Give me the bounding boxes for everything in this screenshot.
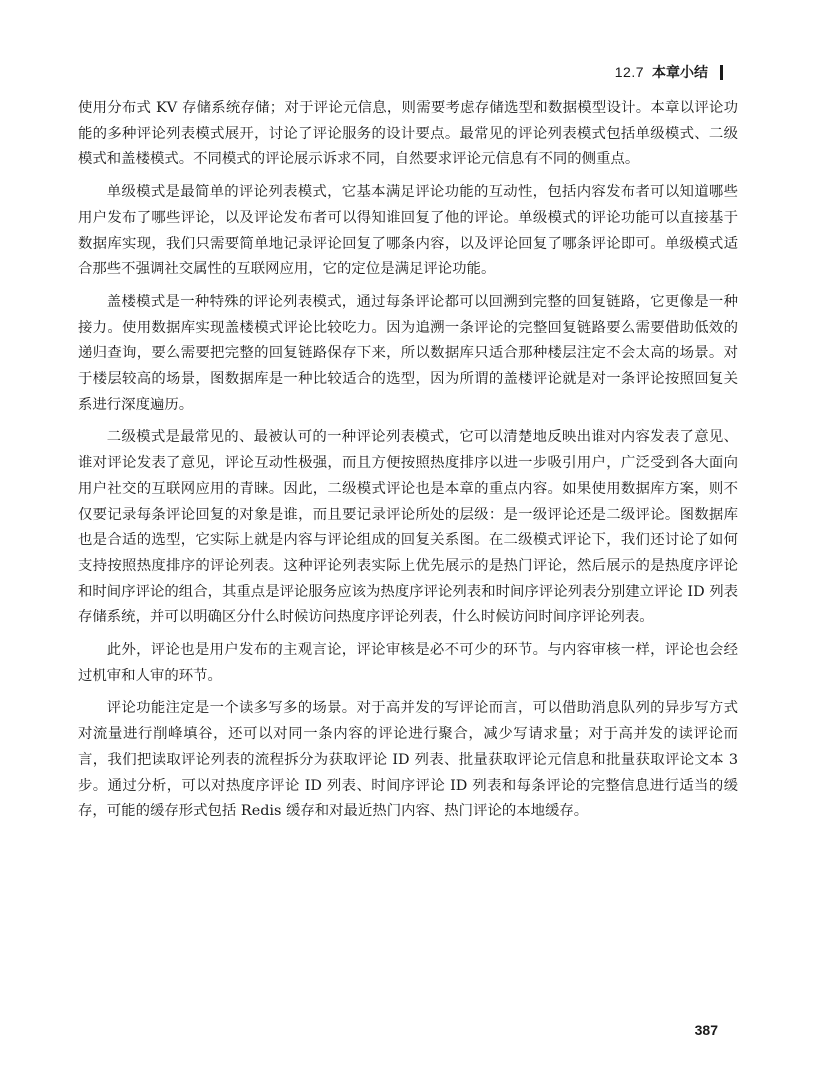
paragraph-5: 此外，评论也是用户发布的主观言论，评论审核是必不可少的环节。与内容审核一样，评论也会经过机审和人审的环节。 [78, 642, 738, 684]
section-title: 本章小结 [652, 64, 708, 80]
section-number: 12.7 [614, 64, 644, 80]
paragraph-1: 使用分布式 KV 存储系统存储；对于评论元信息，则需要考虑存储选型和数据模型设计。本章以评论功能的多种评论列表模式展开，讨论了评论服务的设计要点。最常见的评论列表模式包括单级模式、二级模式和盖楼模式。不同模式的评论展示诉求不同，自然要求评论元信息有不同的侧重点。 [78, 100, 738, 168]
paragraph-6: 评论功能注定是一个读多写多的场景。对于高并发的写评论而言，可以借助消息队列的异步写方式对流量进行削峰填谷，还可以对同一条内容的评论进行聚合，减少写请求量；对于高并发的读评论而言，我们把读取评论列表的流程拆分为获取评论 ID 列表、批量获取评论元信息和批量获取评论文本 3 步。通过分析，可以对热度序评论 ID 列表、时间序评论 ID 列表和每条评论的完整信息进行适当的缓存，可能的缓存形式包括 Redis 缓存和对最近热门内容、热门评论的本地缓存。 [78, 700, 738, 820]
running-header [615, 62, 723, 82]
header-rule [720, 65, 723, 80]
paragraph-2: 单级模式是最简单的评论列表模式，它基本满足评论功能的互动性，包括内容发布者可以知道哪些用户发布了哪些评论，以及评论发布者可以得知谁回复了他的评论。单级模式的评论功能可以直接基于数据库实现，我们只需要简单地记录评论回复了哪条内容，以及评论回复了哪条评论即可。单级模式适合那些不强调社交属性的互联网应用，它的定位是满足评论功能。 [78, 184, 738, 278]
page-number: 387 [694, 1022, 718, 1038]
body-text [78, 96, 738, 832]
paragraph-4: 二级模式是最常见的、最被认可的一种评论列表模式，它可以清楚地反映出谁对内容发表了意见、谁对评论发表了意见，评论互动性极强，而且方便按照热度排序以进一步吸引用户，广泛受到各大面向用户社交的互联网应用的青睐。因此，二级模式评论也是本章的重点内容。如果使用数据库方案，则不仅要记录每条评论回复的对象是谁，而且要记录评论所处的层级：是一级评论还是二级评论。图数据库也是合适的选型，它实际上就是内容与评论组成的回复关系图。在二级模式评论下，我们还讨论了如何支持按照热度排序的评论列表。这种评论列表实际上优先展示的是热门评论，然后展示的是热度序评论和时间序评论的组合，其重点是评论服务应该为热度序评论列表和时间序评论列表分别建立评论 ID 列表存储系统，并可以明确区分什么时候访问热度序评论列表，什么时候访问时间序评论列表。 [78, 429, 738, 626]
paragraph-3: 盖楼模式是一种特殊的评论列表模式，通过每条评论都可以回溯到完整的回复链路，它更像是一种接力。使用数据库实现盖楼模式评论比较吃力。因为追溯一条评论的完整回复链路要么需要借助低效的递归查询，要么需要把完整的回复链路保存下来，所以数据库只适合那种楼层注定不会太高的场景。对于楼层较高的场景，图数据库是一种比较适合的选型，因为所谓的盖楼评论就是对一条评论按照回复关系进行深度遍历。 [78, 293, 738, 413]
